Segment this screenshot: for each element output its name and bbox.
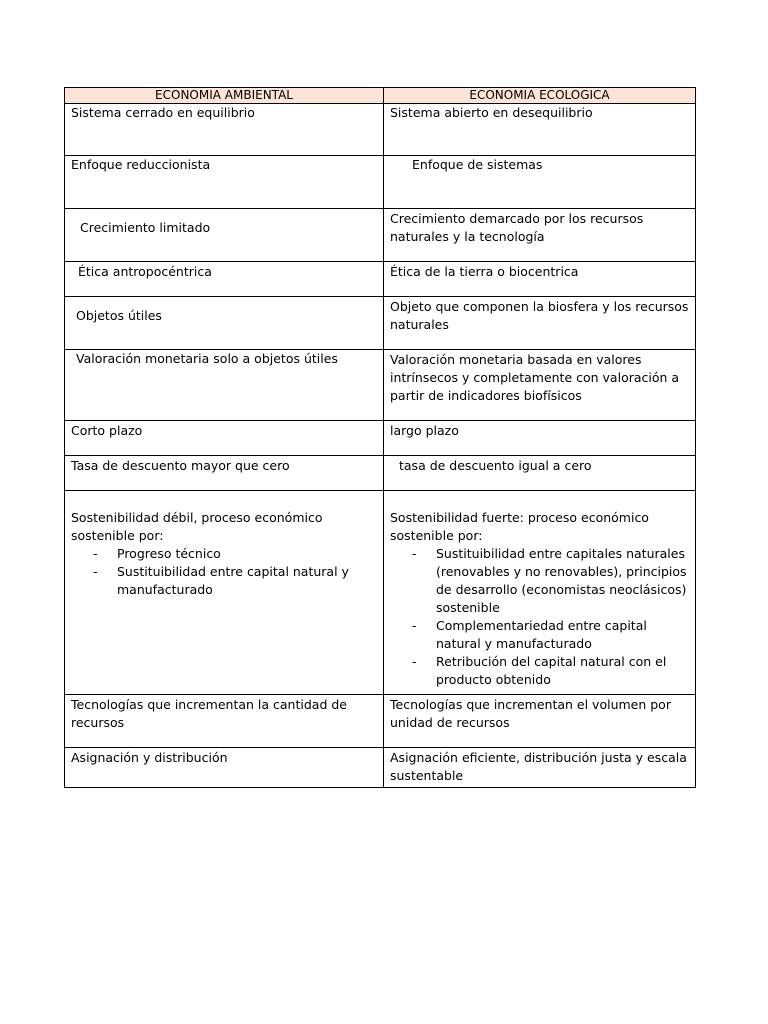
cell-text: Asignación y distribución [71, 750, 228, 765]
table-row [65, 297, 696, 350]
cell-text: Objetos útiles [76, 308, 162, 323]
left-cell [65, 695, 384, 748]
table-row [65, 104, 696, 156]
list-item: - Complementariedad entre capital natural y manufacturado [412, 617, 689, 653]
table-row [65, 748, 696, 788]
left-cell [65, 297, 384, 350]
cell-text: Crecimiento demarcado por los recursos naturales y la tecnología [390, 211, 644, 244]
left-cell [65, 209, 384, 262]
left-cell [65, 491, 384, 695]
cell-text: Sostenibilidad débil, proceso económico sostenible por: [71, 510, 323, 543]
cell-text: Objeto que componen la biosfera y los recursos naturales [390, 299, 689, 332]
cell-text: Tecnologías que incrementan el volumen por unidad de recursos [390, 697, 671, 730]
table-row [65, 695, 696, 748]
cell-text: Ética antropocéntrica [78, 264, 212, 279]
cell-text: Asignación eficiente, distribución justa y escala sustentable [390, 750, 687, 783]
dash-list [390, 545, 689, 689]
cell-text: Sostenibilidad fuerte: proceso económico sostenible por: [390, 510, 649, 543]
table-row [65, 491, 696, 695]
cell-text: Enfoque reduccionista [71, 157, 211, 172]
cell-text: Valoración monetaria basada en valores intrínsecos y completamente con valoración a partir de indicadores biofísicos [390, 352, 680, 403]
header-economia-ecologica: ECONOMIA ECOLOGICA [384, 88, 696, 104]
list-item: - Progreso técnico [93, 545, 377, 563]
table-row [65, 456, 696, 491]
left-cell [65, 456, 384, 491]
left-cell [65, 262, 384, 297]
right-cell [384, 209, 696, 262]
comparison-table [64, 87, 696, 788]
dash-list [71, 545, 377, 599]
list-item: - Retribución del capital natural con el producto obtenido [412, 653, 689, 689]
header-economia-ambiental: ECONOMIA AMBIENTAL [65, 88, 384, 104]
left-cell [65, 104, 384, 156]
left-cell [65, 421, 384, 456]
table-row [65, 209, 696, 262]
table-row [65, 350, 696, 421]
right-cell [384, 350, 696, 421]
right-cell [384, 695, 696, 748]
right-cell [384, 297, 696, 350]
cell-text: Ética de la tierra o biocentrica [390, 264, 579, 279]
table-row [65, 156, 696, 209]
cell-text: largo plazo [390, 423, 459, 438]
cell-text: Sistema abierto en desequilibrio [390, 105, 593, 120]
left-cell [65, 748, 384, 788]
list-item: - Sustituibilidad entre capitales naturales (renovables y no renovables), principios de desarrollo (economistas neoclásicos) sostenible [412, 545, 689, 617]
cell-text: Crecimiento limitado [80, 220, 211, 235]
cell-text: tasa de descuento igual a cero [399, 458, 592, 473]
cell-text: Sistema cerrado en equilibrio [71, 105, 255, 120]
table-row [65, 262, 696, 297]
header-row [65, 88, 696, 104]
table-row [65, 421, 696, 456]
cell-text: Valoración monetaria solo a objetos útiles [76, 351, 338, 366]
left-cell [65, 350, 384, 421]
right-cell [384, 421, 696, 456]
cell-text: Corto plazo [71, 423, 143, 438]
cell-text: Enfoque de sistemas [412, 157, 543, 172]
right-cell [384, 156, 696, 209]
left-cell [65, 156, 384, 209]
right-cell [384, 748, 696, 788]
list-item: - Sustituibilidad entre capital natural y manufacturado [93, 563, 377, 599]
cell-text: Tecnologías que incrementan la cantidad de recursos [71, 697, 347, 730]
right-cell [384, 262, 696, 297]
cell-text: Tasa de descuento mayor que cero [71, 458, 290, 473]
right-cell [384, 104, 696, 156]
right-cell [384, 491, 696, 695]
right-cell [384, 456, 696, 491]
